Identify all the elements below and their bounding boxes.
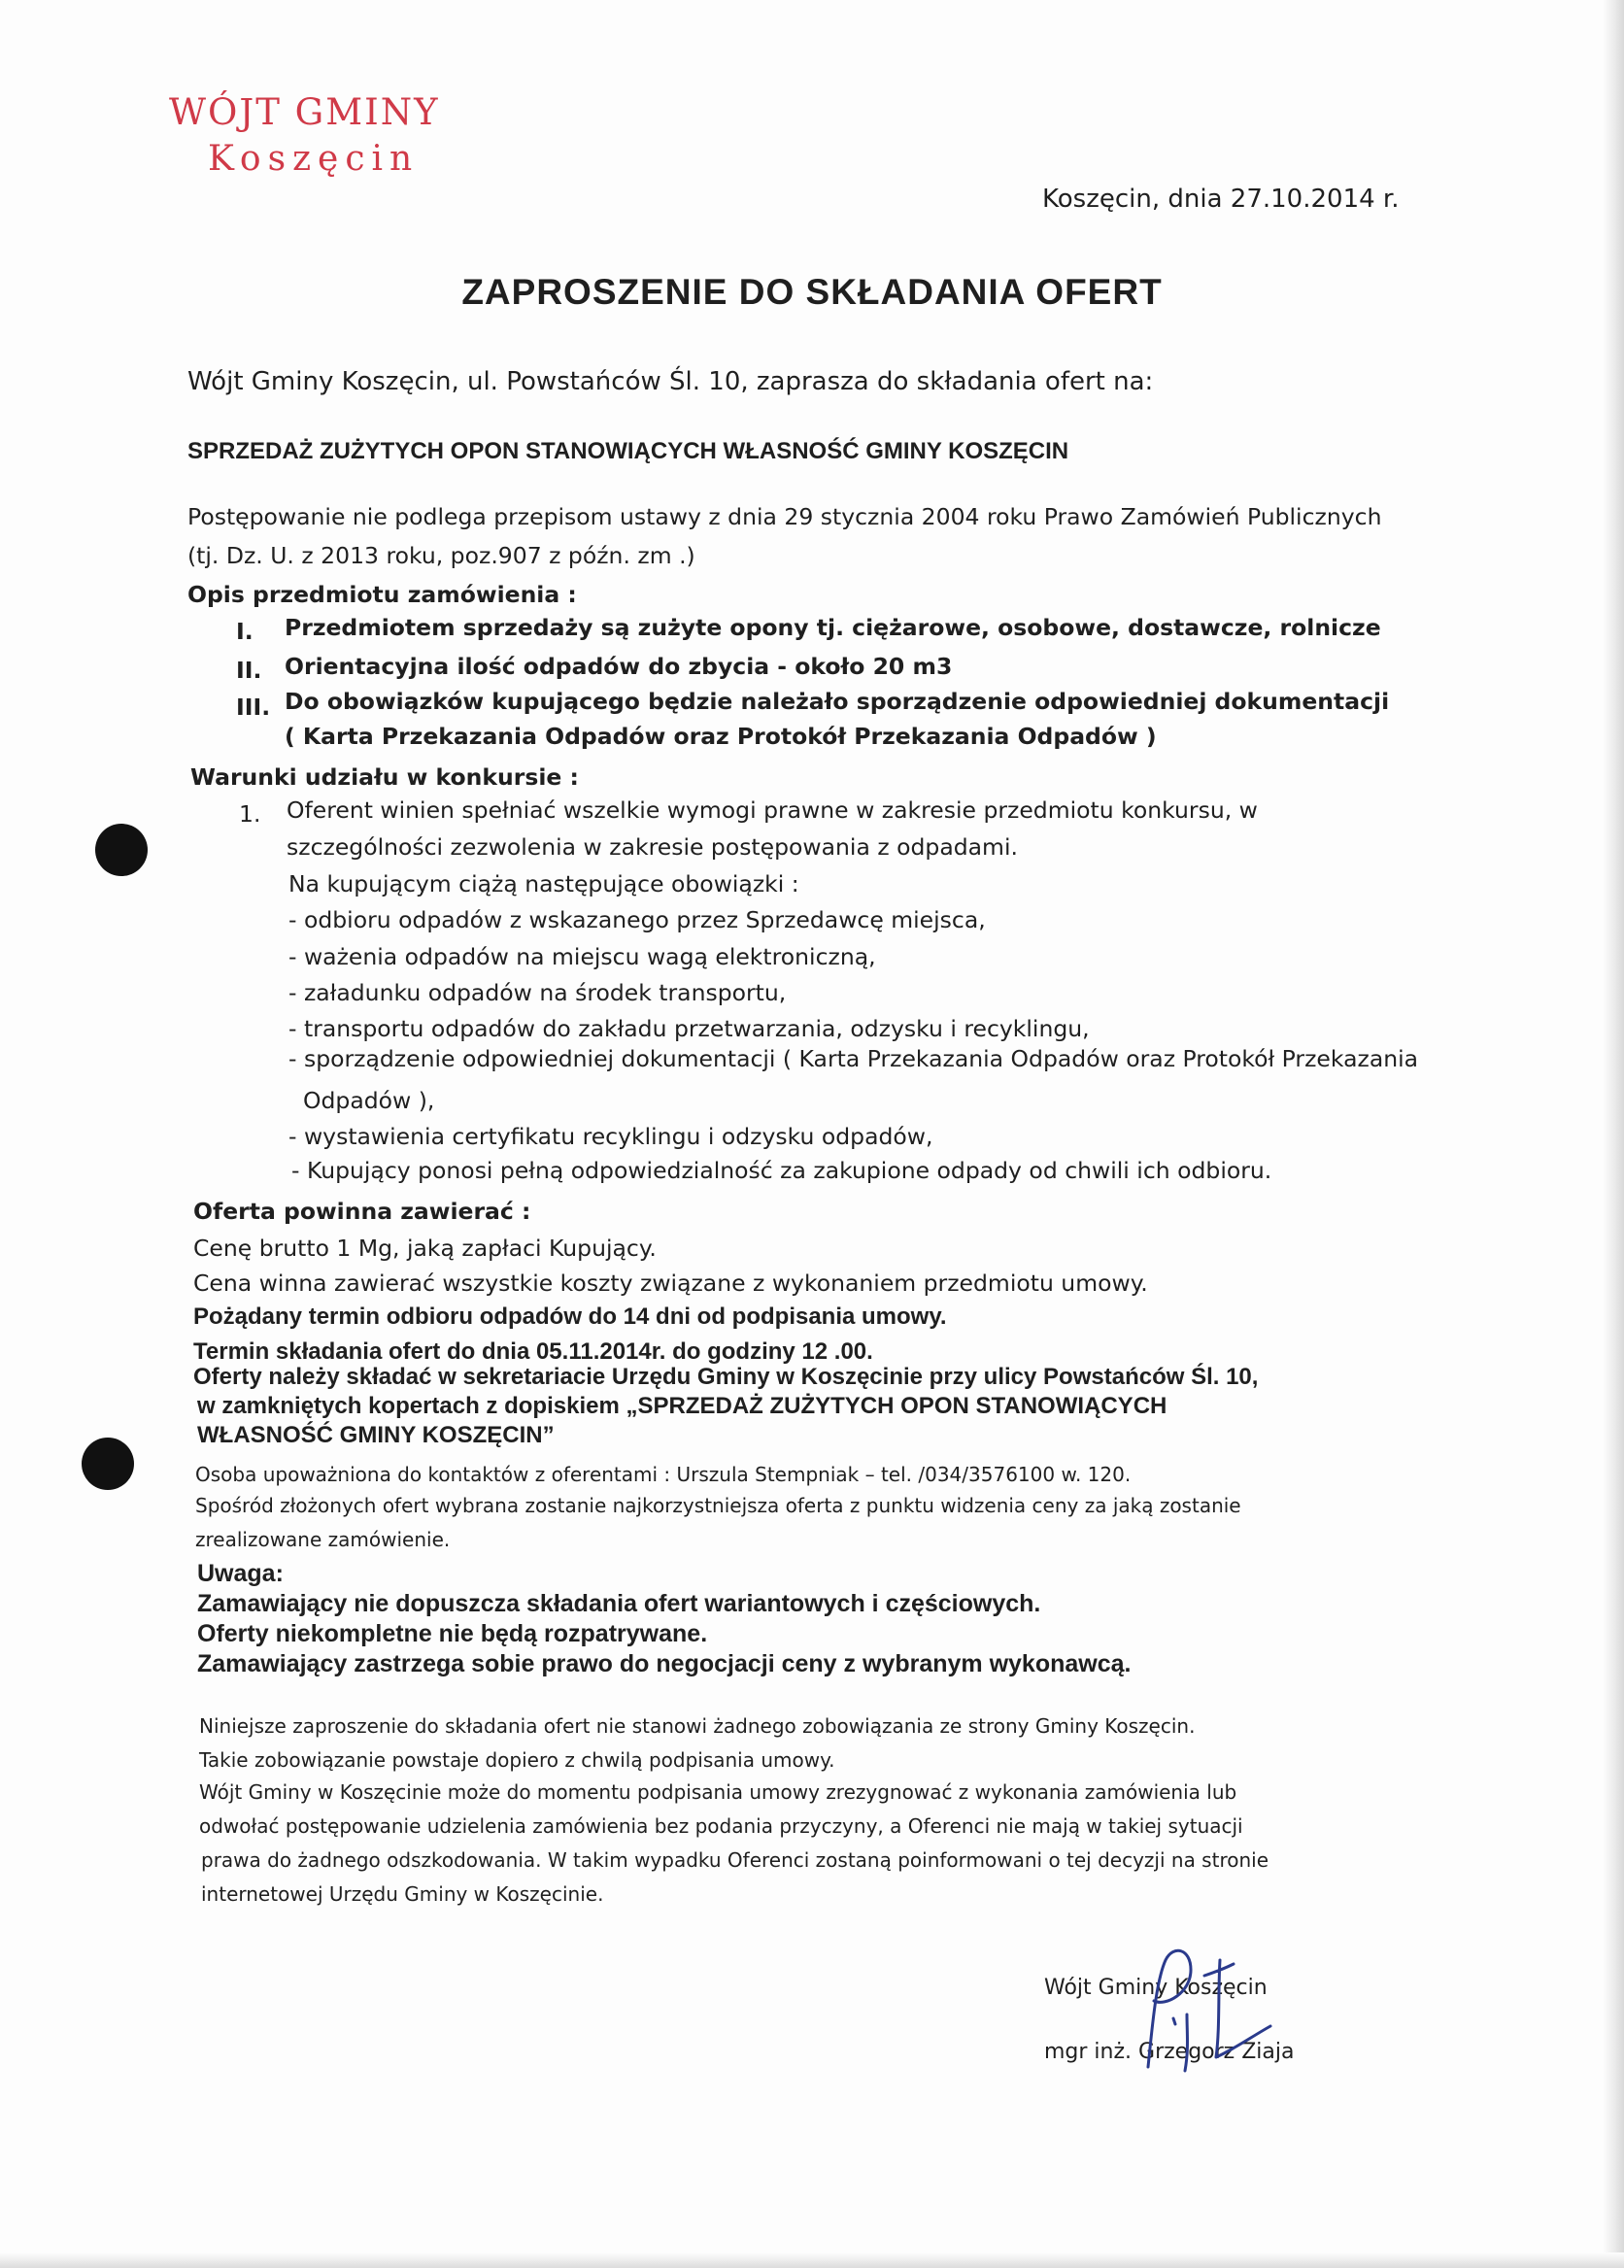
law-line: Postępowanie nie podlega przepisom ustawy z dnia 29 stycznia 2004 roku Prawo Zamówień Publicznych — [187, 503, 1382, 530]
oferta-line: Cena winna zawierać wszystkie koszty związane z wykonaniem przedmiotu umowy. — [193, 1269, 1148, 1297]
warunki-line: Na kupującym ciążą następujące obowiązki : — [288, 870, 799, 897]
warunki-num: 1. — [239, 800, 261, 828]
uwaga-heading: Uwaga: — [197, 1560, 284, 1587]
opis-item-num: II. — [236, 657, 262, 684]
bold-term-line: WŁASNOŚĆ GMINY KOSZĘCIN” — [197, 1422, 555, 1448]
stamp-line1: WÓJT GMINY — [169, 91, 440, 133]
selection-line: Spośród złożonych ofert wybrana zostanie najkorzystniejsza oferta z punktu widzenia ceny za jaką zostanie — [195, 1494, 1241, 1517]
subject-heading: SPRZEDAŻ ZUŻYTYCH OPON STANOWIĄCYCH WŁASNOŚĆ GMINY KOSZĘCIN — [187, 438, 1069, 464]
selection-line: zrealizowane zamówienie. — [195, 1528, 451, 1551]
uwaga-line: Zamawiający zastrzega sobie prawo do negocjacji ceny z wybranym wykonawcą. — [197, 1650, 1132, 1677]
warunki-line: - odbioru odpadów z wskazanego przez Sprzedawcę miejsca, — [288, 906, 986, 933]
scan-edge-bottom — [0, 2252, 1624, 2268]
bold-term-line: Pożądany termin odbioru odpadów do 14 dni od podpisania umowy. — [193, 1303, 947, 1330]
signatory-title: Wójt Gminy Koszęcin — [1044, 1976, 1268, 2000]
closing-line: prawa do żadnego odszkodowania. W takim wypadku Oferenci zostaną poinformowani o tej decyzji na stronie — [201, 1848, 1269, 1872]
opis-item-continuation: ( Karta Przekazania Odpadów oraz Protokół Przekazania Odpadów ) — [285, 723, 1157, 750]
opis-item-text: Orientacyjna ilość odpadów do zbycia - około 20 m3 — [285, 653, 953, 680]
office-stamp — [169, 89, 440, 183]
warunki-line: szczególności zezwolenia w zakresie postępowania z odpadami. — [287, 833, 1018, 861]
bold-term-line: Oferty należy składać w sekretariacie Urzędu Gminy w Koszęcinie przy ulicy Powstańców Śl. 10, — [193, 1364, 1259, 1390]
warunki-line: - Kupujący ponosi pełną odpowiedzialność za zakupione odpady od chwili ich odbioru. — [291, 1157, 1272, 1184]
oferta-heading: Oferta powinna zawierać : — [193, 1198, 531, 1225]
opis-item-num: I. — [236, 618, 254, 645]
contact-line: Osoba upoważniona do kontaktów z oferentami : Urszula Stempniak – tel. /034/3576100 w. 120. — [195, 1463, 1132, 1486]
uwaga-line: Zamawiający nie dopuszcza składania ofert wariantowych i częściowych. — [197, 1590, 1041, 1617]
opis-heading: Opis przedmiotu zamówienia : — [187, 581, 577, 608]
warunki-line: - załadunku odpadów na środek transportu, — [288, 979, 787, 1006]
closing-line: internetowej Urzędu Gminy w Koszęcinie. — [201, 1882, 604, 1906]
opis-item-text: Przedmiotem sprzedaży są zużyte opony tj. ciężarowe, osobowe, dostawcze, rolnicze — [285, 614, 1381, 641]
warunki-line: Oferent winien spełniać wszelkie wymogi prawne w zakresie przedmiotu konkursu, w — [287, 796, 1258, 824]
stamp-line2: Koszęcin — [208, 139, 420, 179]
closing-line: odwołać postępowanie udzielenia zamówienia bez podania przyczyny, a Oferenci nie mają w takiej sytuacji — [199, 1814, 1243, 1838]
opis-item-num: III. — [236, 694, 271, 721]
document-date: Koszęcin, dnia 27.10.2014 r. — [1042, 185, 1400, 214]
intro-text: Wójt Gminy Koszęcin, ul. Powstańców Śl. 10, zaprasza do składania ofert na: — [187, 367, 1154, 396]
warunki-line: - sporządzenie odpowiedniej dokumentacji ( Karta Przekazania Odpadów oraz Protokół Przekazania — [288, 1045, 1419, 1072]
law-line: (tj. Dz. U. z 2013 roku, poz.907 z późn. zm .) — [187, 542, 695, 569]
uwaga-line: Oferty niekompletne nie będą rozpatrywane. — [197, 1620, 708, 1647]
handwritten-signature — [1127, 1943, 1292, 2088]
bold-term-line: w zamkniętych kopertach z dopiskiem „SPRZEDAŻ ZUŻYTYCH OPON STANOWIĄCYCH — [197, 1393, 1167, 1419]
closing-line: Wójt Gminy w Koszęcinie może do momentu podpisania umowy zrezygnować z wykonania zamówienia lub — [199, 1780, 1237, 1804]
warunki-heading: Warunki udziału w konkursie : — [190, 763, 579, 791]
opis-item-text: Do obowiązków kupującego będzie należało sporządzenie odpowiedniej dokumentacji — [285, 688, 1390, 715]
scan-edge-right — [1603, 0, 1624, 2268]
document-title: ZAPROSZENIE DO SKŁADANIA OFERT — [461, 272, 1163, 312]
closing-line: Takie zobowiązanie powstaje dopiero z chwilą podpisania umowy. — [199, 1748, 835, 1772]
warunki-line: - transportu odpadów do zakładu przetwarzania, odzysku i recyklingu, — [288, 1015, 1090, 1042]
punch-hole — [82, 1438, 134, 1490]
warunki-line: Odpadów ), — [303, 1087, 435, 1114]
warunki-line: - wystawienia certyfikatu recyklingu i odzysku odpadów, — [288, 1123, 933, 1150]
punch-hole — [95, 824, 148, 876]
signatory-name: mgr inż. Grzegorz Ziaja — [1044, 2040, 1295, 2064]
closing-line: Niniejsze zaproszenie do składania ofert nie stanowi żadnego zobowiązania ze strony Gminy Koszęcin. — [199, 1714, 1196, 1738]
bold-term-line: Termin składania ofert do dnia 05.11.2014r. do godziny 12 .00. — [193, 1338, 873, 1365]
warunki-line: - ważenia odpadów na miejscu wagą elektroniczną, — [288, 943, 876, 970]
oferta-line: Cenę brutto 1 Mg, jaką zapłaci Kupujący. — [193, 1235, 657, 1262]
